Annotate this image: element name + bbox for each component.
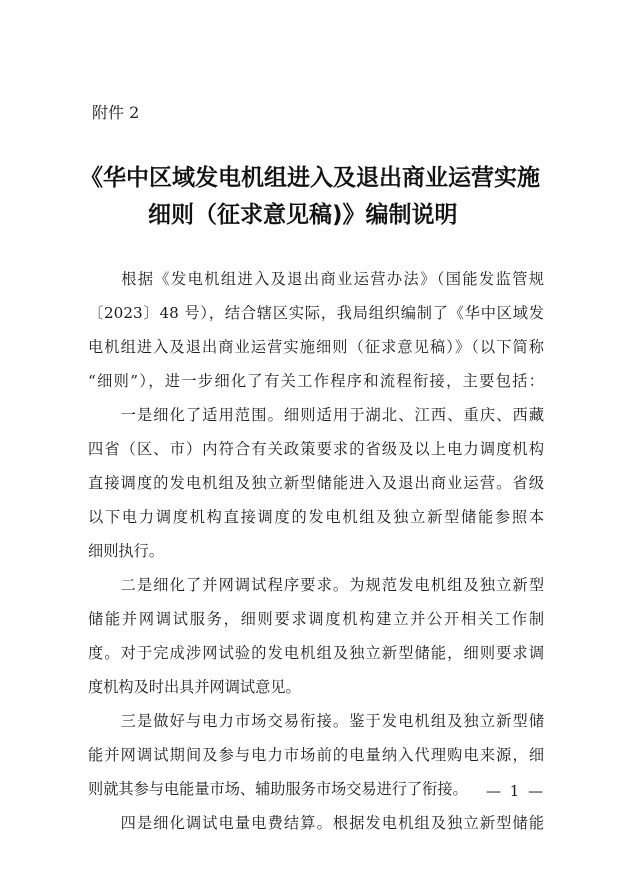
body-line-4: “细则”），进一步细化了有关工作程序和流程衔接，主要包括： — [88, 372, 544, 390]
body-line-6: 四省（区、市）内符合有关政策要求的省级及以上电力调度机构 — [88, 440, 544, 458]
body-line-9: 细则执行。 — [88, 542, 164, 560]
body-line-5: 一是细化了适用范围。细则适用于湖北、江西、重庆、西藏 — [88, 406, 544, 424]
body-line-10: 二是细化了并网调试程序要求。为规范发电机组及独立新型 — [88, 576, 544, 594]
attachment-label: 附件 2 — [92, 103, 140, 122]
body-line-13: 度机构及时出具并网调试意见。 — [88, 678, 301, 696]
body-line-17: 四是细化调试电量电费结算。根据发电机组及独立新型储能 — [88, 814, 544, 832]
body-line-14: 三是做好与电力市场交易衔接。鉴于发电机组及独立新型储 — [88, 712, 544, 730]
document-title-line-2: 细则（征求意见稿)》编制说明 — [148, 202, 458, 228]
body-line-15: 能并网调试期间及参与电力市场前的电量纳入代理购电来源，细 — [88, 746, 544, 764]
body-line-11: 储能并网调试服务，细则要求调度机构建立并公开相关工作制 — [88, 610, 544, 628]
body-line-1: 根据《发电机组进入及退出商业运营办法》（国能发监管规 — [88, 270, 544, 288]
body-line-2: 〔2023〕48 号），结合辖区实际，我局组织编制了《华中区域发 — [88, 304, 544, 322]
body-line-3: 电机组进入及退出商业运营实施细则（征求意见稿）》（以下简称 — [88, 338, 544, 356]
body-line-12: 度。对于完成涉网试验的发电机组及独立新型储能，细则要求调 — [88, 644, 544, 662]
body-line-16: 则就其参与电能量市场、辅助服务市场交易进行了衔接。 — [88, 780, 468, 798]
body-line-8: 以下电力调度机构直接调度的发电机组及独立新型储能参照本 — [88, 508, 544, 526]
document-title-line-1: 《华中区域发电机组进入及退出商业运营实施 — [80, 165, 540, 191]
body-line-7: 直接调度的发电机组及独立新型储能进入及退出商业运营。省级 — [88, 474, 544, 492]
page-number: — 1 — — [486, 782, 546, 800]
